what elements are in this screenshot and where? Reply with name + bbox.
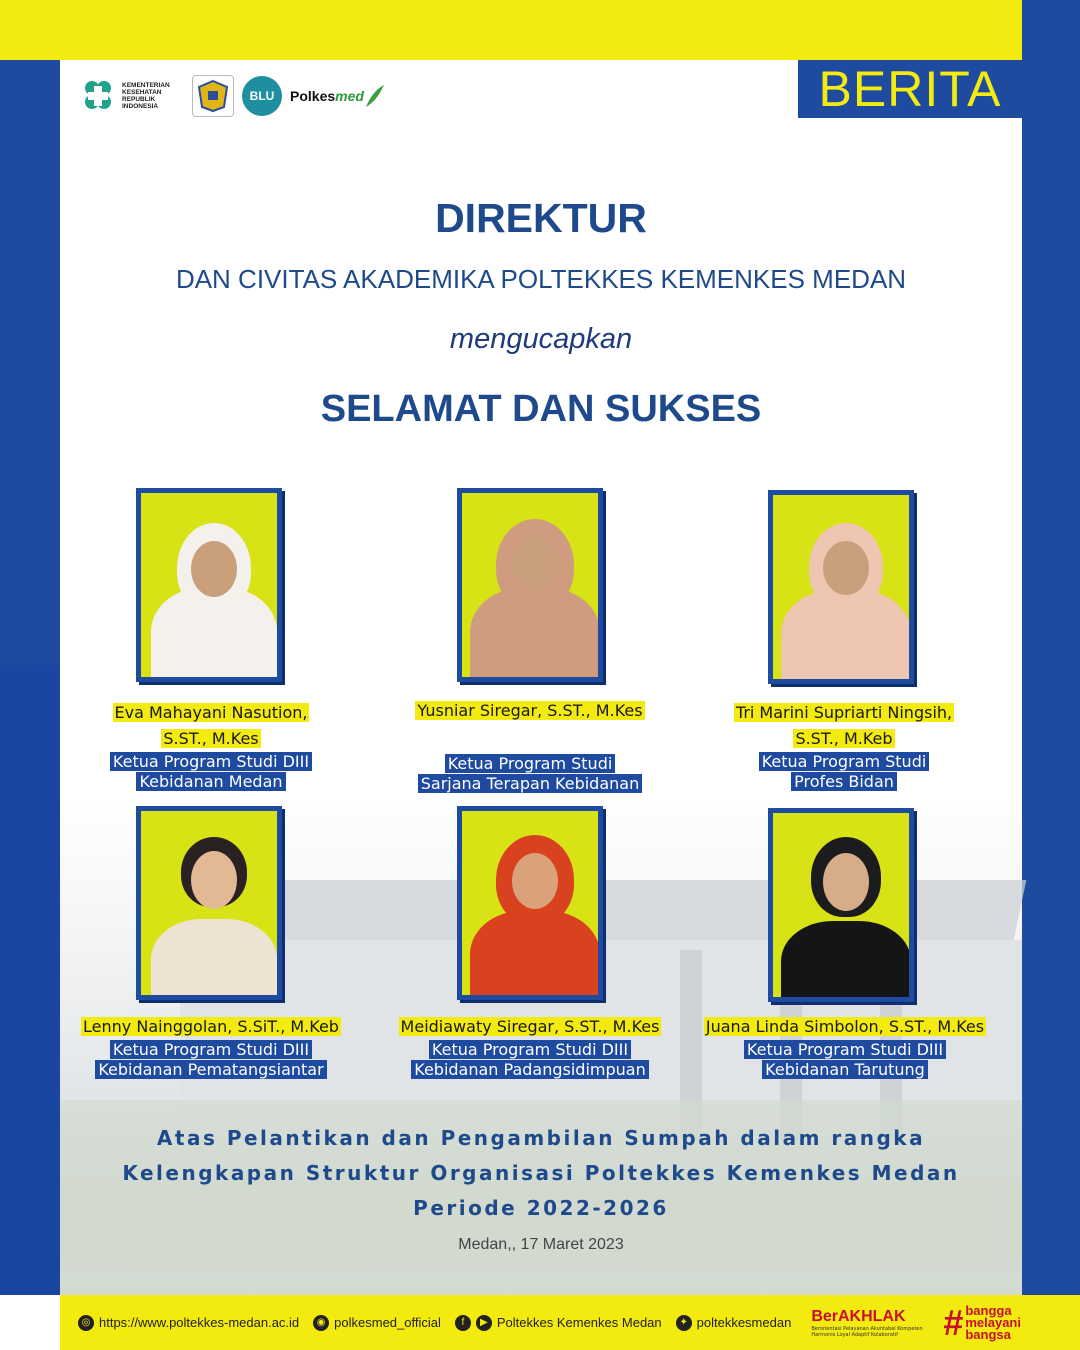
footer-website[interactable]	[78, 1315, 299, 1331]
berakhlak-subtext: Berorientasi Pelayanan Akuntabel Kompeten Harmonis Loyal Adaptif Kolaboratif	[811, 1325, 923, 1338]
person-name: Juana Linda Simbolon, S.ST., M.Kes	[705, 1017, 985, 1036]
bangsa-word: bangsa	[965, 1326, 1011, 1342]
berita-badge	[798, 60, 1022, 118]
person-role-program: Sarjana Terapan Kebidanan	[418, 774, 642, 793]
twitter-icon: ✦	[676, 1315, 692, 1331]
poltekkes-seal-logo	[192, 75, 234, 117]
seal-icon	[196, 79, 230, 113]
person-caption-6	[680, 1014, 1010, 1080]
partner-logos	[78, 72, 386, 120]
footer-twitter[interactable]	[676, 1315, 792, 1331]
footer-bar	[60, 1295, 1080, 1350]
kemenkes-icon	[78, 76, 118, 116]
headline-verb: mengucapkan	[449, 323, 633, 355]
youtube-icon: ▶	[476, 1315, 492, 1331]
person-name: Tri Marini Supriarti Ningsih,	[735, 703, 953, 722]
twitter-text: poltekkesmedan	[696, 1315, 792, 1330]
person-caption-2	[372, 698, 688, 794]
globe-icon: ◎	[78, 1315, 94, 1331]
person-role-program: Kebidanan Medan	[136, 772, 285, 791]
footer-facebook-youtube[interactable]	[455, 1315, 662, 1331]
berakhlak-logo	[811, 1308, 929, 1338]
person-role-program: Profes Bidan	[791, 772, 897, 791]
person-caption-5	[370, 1014, 690, 1080]
person-role: Ketua Program Studi DIII	[110, 1040, 312, 1059]
portrait-photo-6	[768, 808, 914, 1002]
portrait-photo-4	[136, 806, 282, 1000]
melayani-word: melayani	[965, 1314, 1021, 1330]
polkesmed-logo	[290, 83, 386, 109]
person-name: Lenny Nainggolan, S.SiT., M.Keb	[83, 1017, 339, 1036]
person-role: Ketua Program Studi DIII	[744, 1040, 946, 1059]
person-caption-3	[706, 700, 982, 792]
headline-subtitle: DAN CIVITAS AKADEMIKA POLTEKKES KEMENKES MEDAN	[175, 264, 907, 294]
closing-line-3: Periode 2022-2026	[413, 1196, 669, 1220]
person-name: Meidiawaty Siregar, S.ST., M.Kes	[400, 1017, 660, 1036]
footer-instagram[interactable]	[313, 1315, 441, 1331]
kemenkes-logo	[78, 76, 184, 116]
bangga-word: bangga	[965, 1302, 1012, 1318]
portrait-photo-2	[457, 488, 603, 682]
headline-greeting: SELAMAT DAN SUKSES	[320, 388, 762, 430]
person-role-program: Kebidanan Pematangsiantar	[95, 1060, 326, 1079]
berakhlak-text: BerAKHLAK	[811, 1307, 906, 1325]
top-yellow-bar	[0, 0, 1022, 60]
kemenkes-text: KEMENTERIAN KESEHATAN REPUBLIK INDONESIA	[122, 82, 170, 110]
headline-title: DIREKTUR	[435, 195, 647, 241]
person-name: Yusniar Siregar, S.ST., M.Kes	[417, 701, 643, 720]
date-line: Medan,, 17 Maret 2023	[458, 1236, 624, 1253]
person-role: Ketua Program Studi	[759, 752, 930, 771]
person-name-degree: S.ST., M.Keb	[795, 729, 893, 748]
facebook-icon: f	[455, 1315, 471, 1331]
portrait-photo-1	[136, 488, 282, 682]
person-role-program: Kebidanan Tarutung	[762, 1060, 928, 1079]
bangga-melayani-bangsa-logo	[943, 1301, 1021, 1343]
left-blue-bar-bottom	[0, 665, 60, 1295]
instagram-text: polkesmed_official	[334, 1315, 441, 1330]
leaf-icon	[364, 83, 386, 109]
closing-line-2: Kelengkapan Struktur Organisasi Poltekkes Kemenkes Medan	[122, 1161, 960, 1185]
med-text: med	[335, 88, 364, 104]
person-caption-4	[66, 1014, 356, 1080]
portrait-photo-5	[457, 806, 603, 1000]
blu-logo: BLU	[242, 76, 282, 116]
hashtag-icon: #	[943, 1301, 964, 1343]
portrait-photo-3	[768, 490, 914, 684]
person-role: Ketua Program Studi	[445, 754, 616, 773]
person-role: Ketua Program Studi DIII	[429, 1040, 631, 1059]
website-text: https://www.poltekkes-medan.ac.id	[99, 1315, 300, 1330]
person-name: Eva Mahayani Nasution,	[114, 703, 308, 722]
polkes-text: Polkes	[290, 88, 336, 104]
person-name-degree: S.ST., M.Kes	[163, 729, 259, 748]
right-blue-bar-bottom	[1022, 672, 1080, 1295]
facebook-youtube-text: Poltekkes Kemenkes Medan	[496, 1315, 662, 1330]
instagram-icon: ◉	[313, 1315, 329, 1331]
person-caption-1	[76, 700, 346, 792]
closing-line-1: Atas Pelantikan dan Pengambilan Sumpah dalam rangka	[156, 1126, 926, 1150]
berita-label: BERITA	[818, 61, 1002, 117]
left-blue-bar-top	[0, 60, 60, 665]
person-role: Ketua Program Studi DIII	[110, 752, 312, 771]
person-role-program: Kebidanan Padangsidimpuan	[411, 1060, 648, 1079]
